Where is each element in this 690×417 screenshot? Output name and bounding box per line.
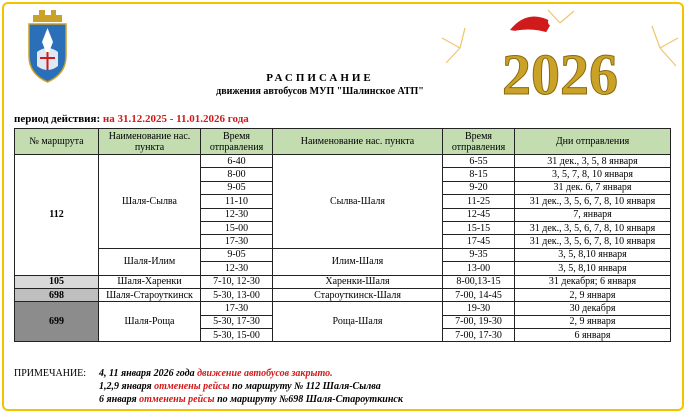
time-cell: 9-35	[443, 248, 515, 261]
note-line	[99, 393, 599, 406]
time-cell: 15-15	[443, 221, 515, 234]
days-cell: 3, 5, 7, 8, 10 января	[515, 168, 671, 181]
period-label: период действия:	[14, 113, 101, 125]
table-header-row	[15, 129, 671, 155]
route-number-cell: 112	[15, 155, 99, 276]
from-cell: Шаля-Роща	[99, 302, 201, 342]
from-cell: Шаля-Сылва	[99, 155, 201, 249]
page-subtitle: движения автобусов МУП "Шалинское АТП"	[216, 86, 424, 97]
to-cell: Харенки-Шаля	[273, 275, 443, 288]
col-route-header: № маршрута	[15, 129, 99, 155]
note-line	[99, 380, 599, 393]
svg-text:2026: 2026	[502, 42, 618, 103]
col-to-header: Наименование нас. пункта	[273, 129, 443, 155]
time-cell: 11-10	[201, 195, 273, 208]
time-cell: 17-30	[201, 235, 273, 248]
note-text: 6 января	[99, 394, 140, 405]
table-row	[15, 155, 671, 168]
from-cell: Шаля-Илим	[99, 248, 201, 275]
time-cell: 9-05	[201, 248, 273, 261]
col-time-out-header: Время отправления	[201, 129, 273, 155]
time-cell: 7-00, 14-45	[443, 288, 515, 301]
time-cell: 12-30	[201, 208, 273, 221]
days-cell: 31 дек., 3, 5, 8 января	[515, 155, 671, 168]
time-cell: 11-25	[443, 195, 515, 208]
time-cell: 7-00, 17-30	[443, 329, 515, 342]
time-cell: 12-30	[201, 262, 273, 275]
note-text: по маршруту №698 Шаля-Староуткинск	[214, 394, 403, 405]
days-cell: 31 декабря; 6 января	[515, 275, 671, 288]
note-text: 4, 11 января 2026 года	[99, 368, 198, 379]
to-cell: Староуткинск-Шаля	[273, 288, 443, 301]
note-text: по маршруту № 112 Шаля-Сылва	[229, 381, 381, 392]
table-row	[15, 248, 671, 261]
table-row	[15, 275, 671, 288]
schedule-table	[14, 128, 671, 342]
note-highlight: отменены рейсы	[154, 381, 230, 392]
days-cell: 31 дек. 6, 7 января	[515, 181, 671, 194]
note-line	[99, 367, 599, 380]
note-text: 1,2,9 января	[99, 381, 155, 392]
time-cell: 17-30	[201, 302, 273, 315]
time-cell: 6-40	[201, 155, 273, 168]
days-cell: 31 дек., 3, 5, 6, 7, 8, 10 января	[515, 195, 671, 208]
days-cell: 3, 5, 8,10 января	[515, 262, 671, 275]
page-title: РАСПИСАНИЕ	[266, 72, 374, 84]
route-number-cell: 699	[15, 302, 99, 342]
coat-of-arms-icon	[25, 8, 70, 88]
time-cell: 9-05	[201, 181, 273, 194]
time-cell: 7-00, 19-30	[443, 315, 515, 328]
time-cell: 12-45	[443, 208, 515, 221]
time-cell: 5-30, 15-00	[201, 329, 273, 342]
from-cell: Шаля-Харенки	[99, 275, 201, 288]
time-cell: 5-30, 13-00	[201, 288, 273, 301]
days-cell: 30 декабря	[515, 302, 671, 315]
from-cell: Шаля-Староуткинск	[99, 288, 201, 301]
time-cell: 19-30	[443, 302, 515, 315]
days-cell: 3, 5, 8,10 января	[515, 248, 671, 261]
time-cell: 8-00	[201, 168, 273, 181]
time-cell: 13-00	[443, 262, 515, 275]
time-cell: 6-55	[443, 155, 515, 168]
days-cell: 31 дек., 3, 5, 6, 7, 8, 10 января	[515, 235, 671, 248]
days-cell: 2, 9 января	[515, 288, 671, 301]
time-cell: 8-00,13-15	[443, 275, 515, 288]
route-number-cell: 698	[15, 288, 99, 301]
to-cell: Роща-Шаля	[273, 302, 443, 342]
time-cell: 15-00	[201, 221, 273, 234]
days-cell: 2, 9 января	[515, 315, 671, 328]
days-cell: 6 января	[515, 329, 671, 342]
table-row	[15, 302, 671, 315]
notes-label: ПРИМЕЧАНИЕ:	[14, 368, 87, 379]
col-from-header: Наименование нас. пункта	[99, 129, 201, 155]
period	[14, 113, 249, 125]
to-cell: Илим-Шаля	[273, 248, 443, 275]
col-days-header: Дни отправления	[515, 129, 671, 155]
time-cell: 9-20	[443, 181, 515, 194]
period-value: на 31.12.2025 - 11.01.2026 года	[102, 113, 249, 125]
time-cell: 8-15	[443, 168, 515, 181]
days-cell: 7, января	[515, 208, 671, 221]
time-cell: 5-30, 17-30	[201, 315, 273, 328]
col-time-back-header: Время отправления	[443, 129, 515, 155]
note-highlight: отменены рейсы	[139, 394, 215, 405]
route-number-cell: 105	[15, 275, 99, 288]
time-cell: 7-10, 12-30	[201, 275, 273, 288]
note-highlight: движение автобусов закрыто.	[197, 368, 333, 379]
days-cell: 31 дек., 3, 5, 6, 7, 8, 10 января	[515, 221, 671, 234]
time-cell: 17-45	[443, 235, 515, 248]
to-cell: Сылва-Шаля	[273, 155, 443, 249]
table-row	[15, 288, 671, 301]
